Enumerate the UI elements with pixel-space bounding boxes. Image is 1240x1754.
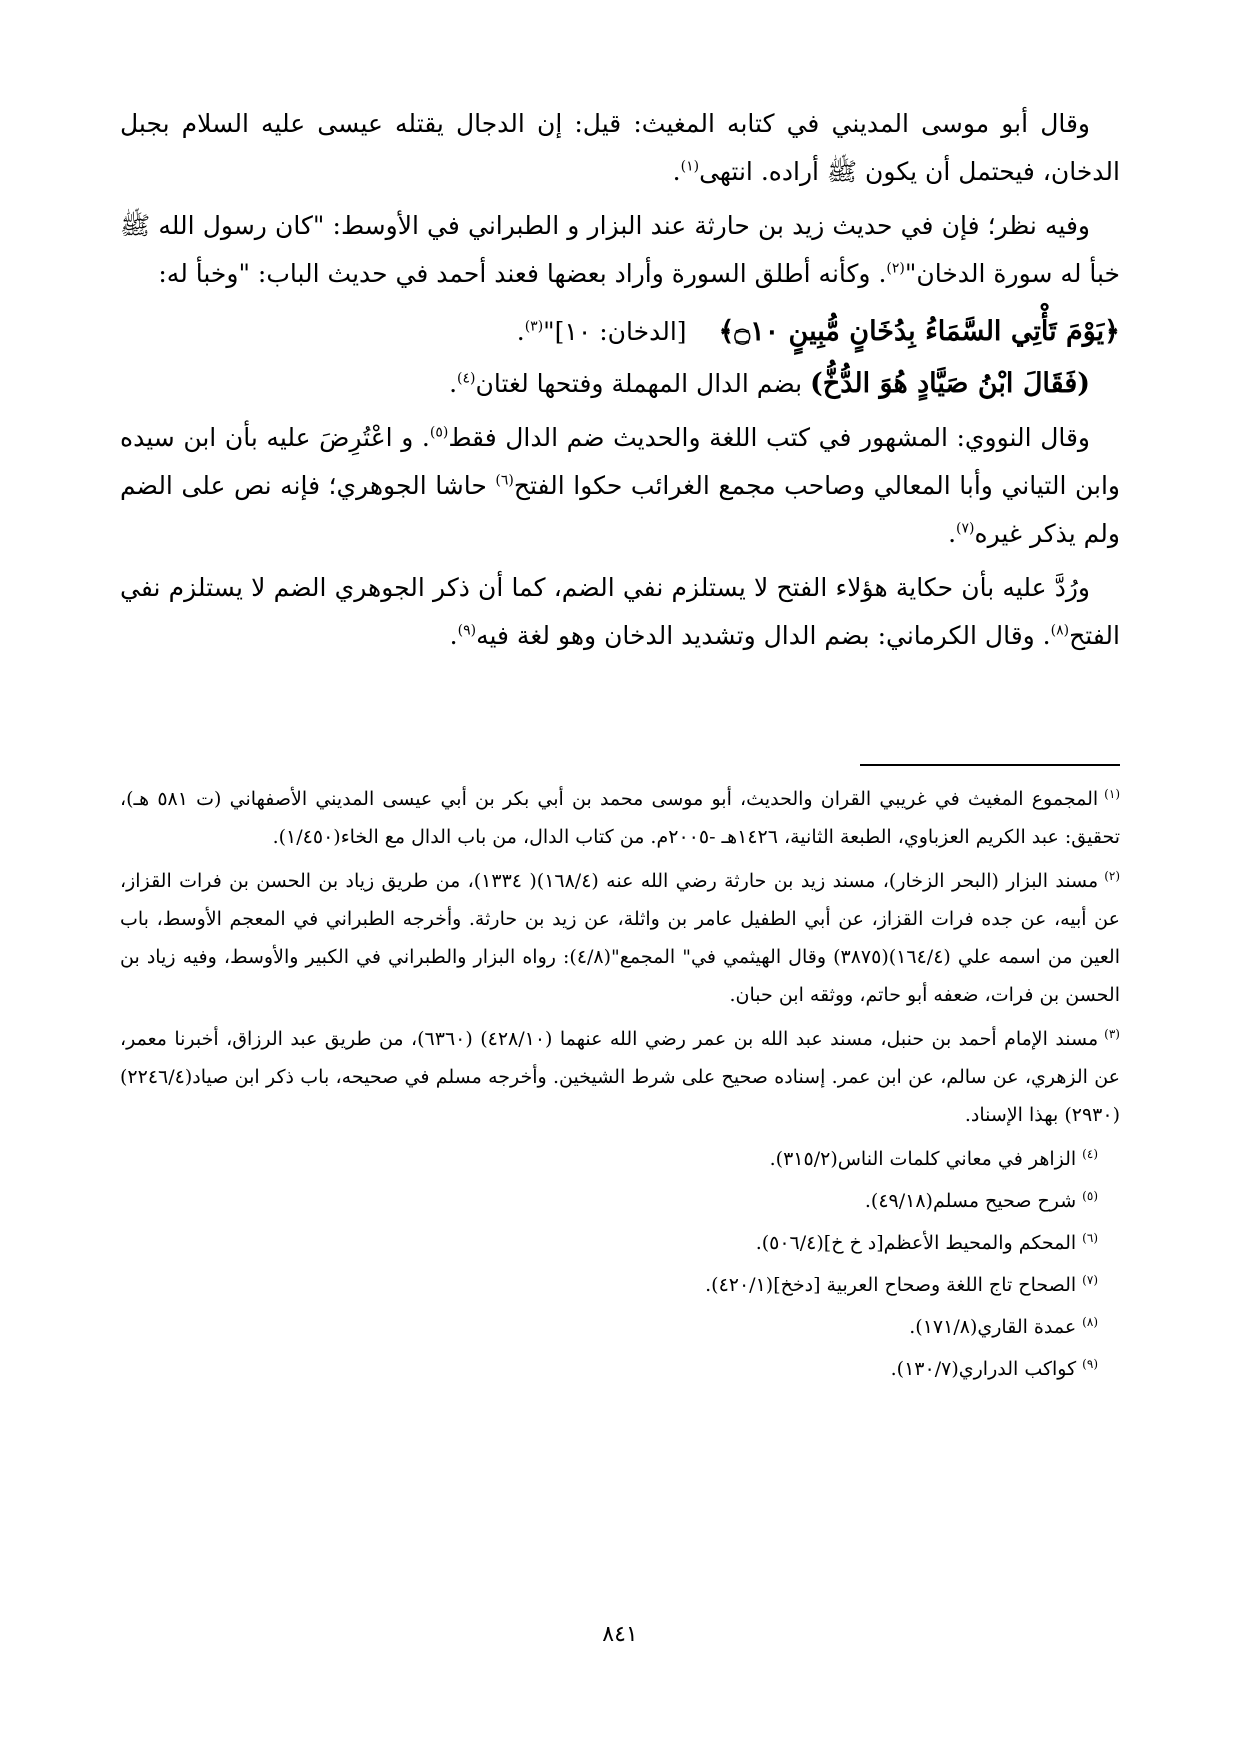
footnote-text: المجموع المغيث في غريبي القران والحديث، أبو موسى محمد بن أبي بكر بن أبي عيسى المديني الأصفهاني (ت ٥٨١ هـ)، تحقيق: عبد الكريم العزباوي، الطبعة الثانية، ١٤٢٦هـ -٢٠٠٥م. من كتاب الدال، من باب الدال مع الخاء(١/٤٥٠). <box>120 788 1120 848</box>
footnote-number: (٨) <box>1082 1314 1098 1329</box>
footnote-text: الصحاح تاج اللغة وصحاح العربية [دخخ](٤٢٠/١). <box>705 1274 1077 1296</box>
footnote-4 <box>120 1140 1098 1178</box>
footnote-number: (٩) <box>1082 1356 1098 1371</box>
paragraph-1: وقال أبو موسى المديني في كتابه المغيث: قيل: إن الدجال يقتله عيسى عليه السلام بجبل الدخان، فيحتمل أن يكون ﷺ أراده. انتهى$^{(١)}$. <box>120 109 1120 186</box>
paragraph-reply: ورُدَّ عليه بأن حكاية هؤلاء الفتح لا يستلزم نفي الضم، كما أن ذكر الجوهري الضم لا يستلزم نفي الفتح$^{(٨)}$. وقال الكرماني: بضم الدال وتشديد الدخان وهو لغة فيه$^{(٩)}$. <box>120 573 1120 650</box>
footnote-number: (٦) <box>1082 1230 1098 1245</box>
footnote-2 <box>120 862 1120 1014</box>
footnote-number: (١) <box>1104 786 1120 801</box>
footnote-number: (٣) <box>1104 1026 1120 1041</box>
paragraph-hadith-word: (فَقَالَ ابْنُ صَيَّادٍ هُوَ الدُّخُّ) بضم الدال المهملة وفتحها لغتان$^{(٤)}$. <box>449 368 1090 399</box>
paragraph-nawawi: وقال النووي: المشهور في كتب اللغة والحديث ضم الدال فقط$^{(٥)}$. و اعْتُرِضَ عليه بأن ابن سيده وابن التياني وأبا المعالي وصاحب مجمع الغرائب حكوا الفتح$^{(٦)}$ حاشا الجوهري؛ فإنه نص على الضم ولم يذكر غيره$^{(٧)}$. <box>120 423 1120 548</box>
paragraph-2-text-a: وفيه نظر؛ فإن في حديث زيد بن حارثة عند البزار و الطبراني في الأوسط: "كان رسول الله ﷺ خبأ له سورة الدخان" <box>120 211 1120 288</box>
quran-verse-line: ﴿يَوْمَ تَأْتِي السَّمَاءُ بِدُخَانٍ مُّبِينٍ ۝١٠﴾ [الدخان: ١٠]"$^{(٣)}$. <box>516 316 1120 347</box>
footnote-text: شرح صحيح مسلم(٤٩/١٨). <box>864 1190 1077 1212</box>
footnotes <box>120 780 1120 1392</box>
footnote-text: المحكم والمحيط الأعظم[د خ خ](٥٠٦/٤). <box>755 1232 1077 1254</box>
footnote-ref-1[interactable]: (١) <box>680 158 700 175</box>
main-text <box>120 100 1120 666</box>
footnote-text: عمدة القاري(١٧١/٨). <box>909 1316 1077 1338</box>
footnote-9 <box>120 1350 1098 1388</box>
paragraph-1-text: وقال أبو موسى المديني في كتابه المغيث: قيل: إن الدجال يقتله عيسى عليه السلام بجبل الدخان، فيحتمل أن يكون ﷺ أراده. انتهى <box>120 109 1120 186</box>
footnote-number: (٥) <box>1082 1188 1098 1203</box>
footnote-5 <box>120 1182 1098 1220</box>
paragraph-4-text: بضم الدال المهملة وفتحها لغتان <box>475 369 803 398</box>
footnote-number: (٤) <box>1082 1146 1098 1161</box>
footnote-number: (٧) <box>1082 1272 1098 1287</box>
footnote-number: (٢) <box>1104 868 1121 883</box>
footnote-text: الزاهر في معاني كلمات الناس(٣١٥/٢). <box>769 1148 1077 1170</box>
paragraph-2 <box>120 202 1120 298</box>
footnote-3 <box>120 1020 1120 1134</box>
footnote-ref-9[interactable]: (٩) <box>457 622 477 639</box>
footnote-ref-6[interactable]: (٦) <box>495 472 514 489</box>
footnote-7 <box>120 1266 1098 1304</box>
hadith-quote: (فَقَالَ ابْنُ صَيَّادٍ هُوَ الدُّخُّ) <box>810 368 1090 399</box>
footnote-8 <box>120 1308 1098 1346</box>
footnote-ref-5[interactable]: (٥) <box>429 424 449 441</box>
page-number: ٨٤١ <box>602 1622 638 1647</box>
footnote-ref-3[interactable]: (٣) <box>524 318 544 335</box>
footnote-ref-8[interactable]: (٨) <box>1050 622 1070 639</box>
footnote-text: مسند البزار (البحر الزخار)، مسند زيد بن حارثة رضي الله عنه (١٦٨/٤)( ١٣٣٤)، من طريق زياد بن الحسن بن فرات القزاز، عن أبيه، عن جده فرات القزاز، عن أبي الطفيل عامر بن واثلة، عن زيد بن حارثة. وأخرجه الطبراني في المعجم الأوسط، باب العين من اسمه علي (١٦٤/٤)(٣٨٧٥) وقال الهيثمي في" المجمع"(٤/٨): رواه البزار والطبراني في الكبير والأوسط، وفيه زياد بن الحسن بن فرات، ضعفه أبو حاتم، ووثقه ابن حبان. <box>120 870 1120 1006</box>
footnote-text: مسند الإمام أحمد بن حنبل، مسند عبد الله بن عمر رضي الله عنهما (٤٢٨/١٠) (٦٣٦٠)، من طريق عبد الرزاق، أخبرنا معمر، عن الزهري، عن سالم، عن ابن عمر. إسناده صحيح على شرط الشيخين. وأخرجه مسلم في صحيحه، باب ذكر ابن صياد(٢٢٤٦/٤)(٢٩٣٠) بهذا الإسناد. <box>120 1028 1120 1126</box>
footnote-ref-4[interactable]: (٤) <box>457 370 476 387</box>
footnote-separator <box>860 764 1120 766</box>
footnote-6 <box>120 1224 1098 1262</box>
surah-reference: [الدخان: ١٠]" <box>543 317 687 346</box>
footnote-1 <box>120 780 1120 856</box>
paragraph-2-text-b: . وكأنه أطلق السورة وأراد بعضها فعند أحمد في حديث الباب: "وخبأ له: <box>158 259 887 288</box>
footnote-text: كواكب الدراري(١٣٠/٧). <box>890 1358 1077 1380</box>
footnote-ref-7[interactable]: (٧) <box>956 520 975 537</box>
quran-verse: ﴿يَوْمَ تَأْتِي السَّمَاءُ بِدُخَانٍ مُّبِينٍ ۝١٠﴾ <box>718 316 1120 347</box>
footnote-ref-2[interactable]: (٢) <box>886 260 905 277</box>
